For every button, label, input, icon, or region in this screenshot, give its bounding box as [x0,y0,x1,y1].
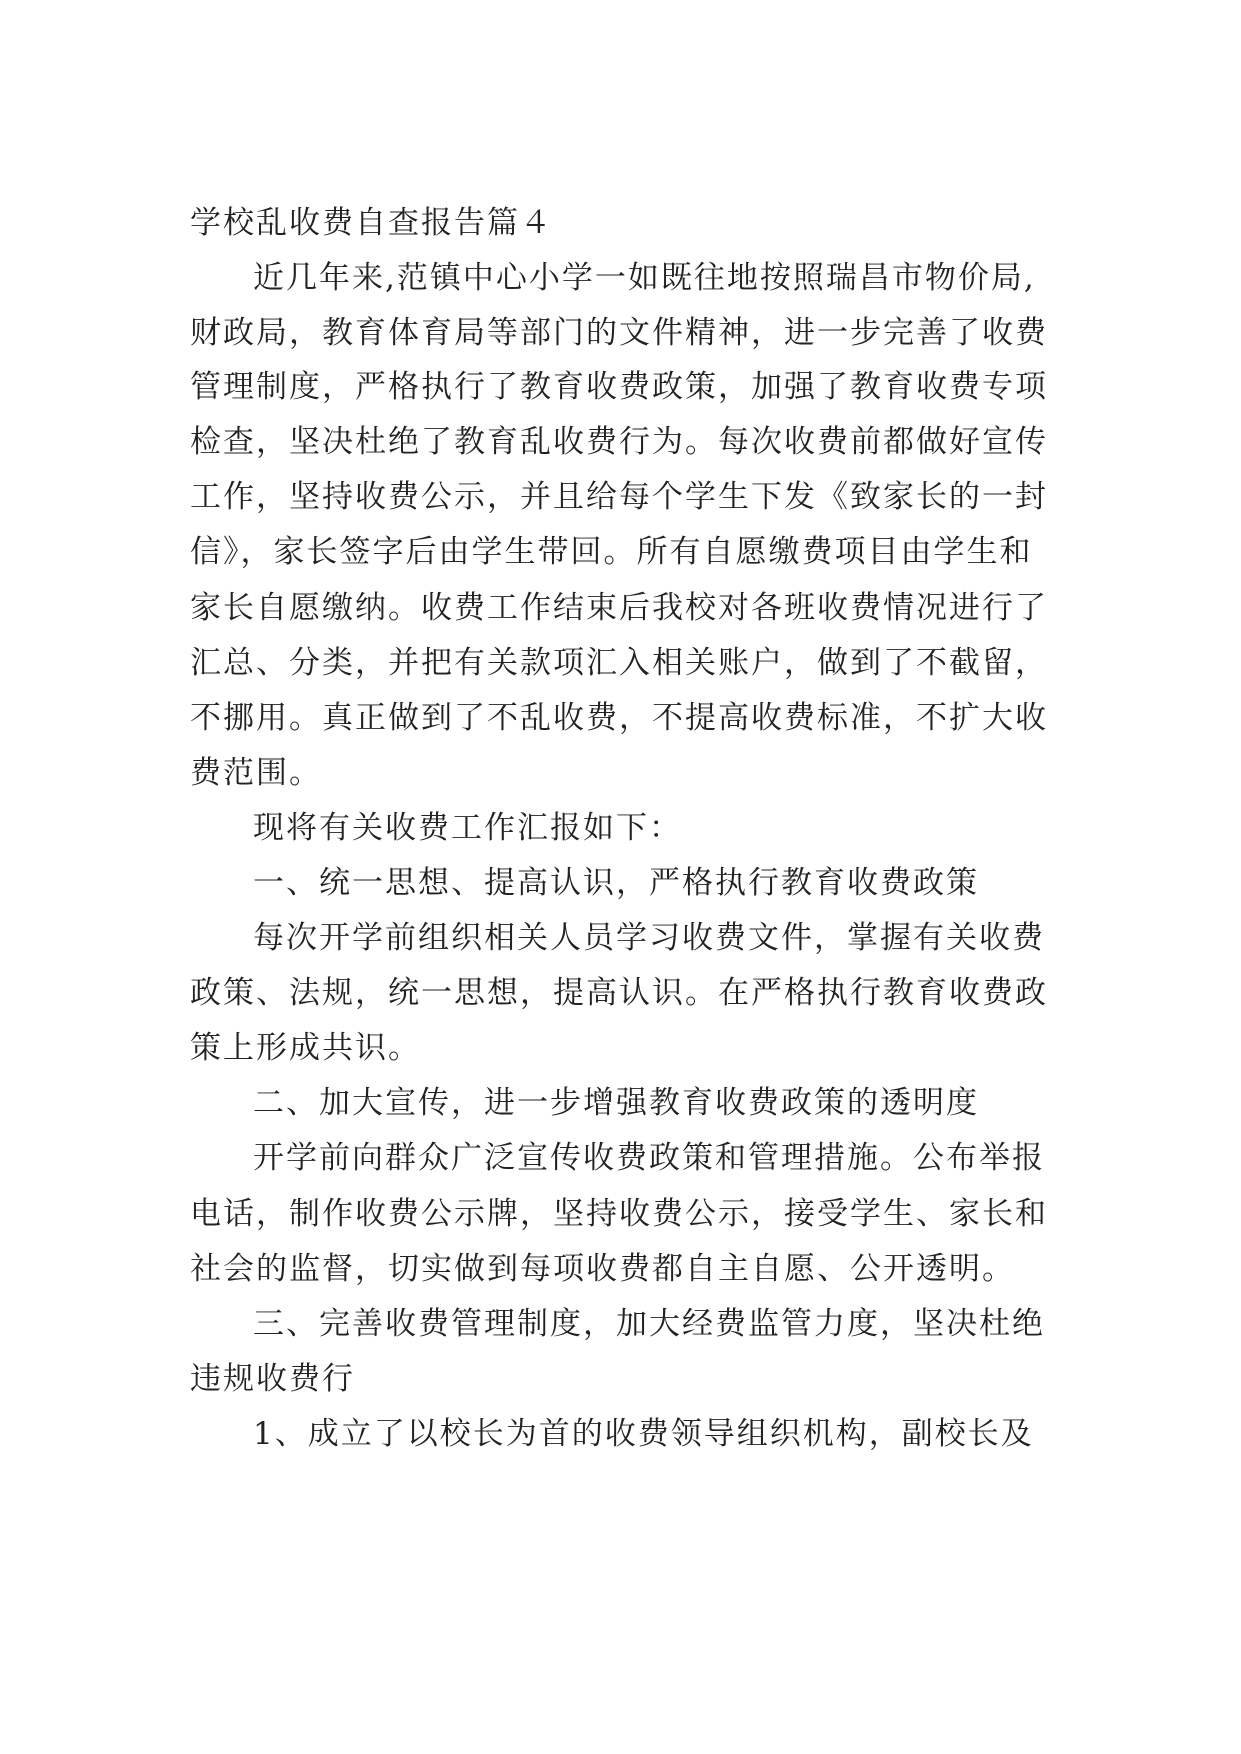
section-heading: 二、加大宣传，进一步增强教育收费政策的透明度 [253,1085,979,1121]
paragraph-line: 每次开学前组织相关人员学习收费文件，掌握有关收费 [253,920,1045,956]
paragraph-line: 检查，坚决杜绝了教育乱收费行为。每次收费前都做好宣传 [190,424,1048,460]
paragraph-line: 现将有关收费工作汇报如下： [253,810,682,846]
paragraph-line: 政策、法规，统一思想，提高认识。在严格执行教育收费政 [190,975,1048,1011]
section-heading: 三、完善收费管理制度，加大经费监管力度，坚决杜绝 [253,1306,1045,1342]
document-title: 学校乱收费自查报告篇４ [190,205,553,241]
paragraph-line: 近几年来,范镇中心小学一如既往地按照瑞昌市物价局, [253,260,1036,296]
paragraph-line: 家长自愿缴纳。收费工作结束后我校对各班收费情况进行了 [190,590,1048,626]
paragraph-line: 1、成立了以校长为首的收费领导组织机构，副校长及 [253,1416,1034,1452]
paragraph-line: 汇总、分类，并把有关款项汇入相关账户，做到了不截留， [190,645,1048,681]
section-heading: 一、统一思想、提高认识，严格执行教育收费政策 [253,865,979,901]
paragraph-line: 电话，制作收费公示牌，坚持收费公示，接受学生、家长和 [190,1196,1048,1232]
paragraph-line: 策上形成共识。 [190,1030,421,1066]
paragraph-line: 不挪用。真正做到了不乱收费，不提高收费标准，不扩大收 [190,700,1048,736]
paragraph-line: 财政局，教育体育局等部门的文件精神，进一步完善了收费 [190,315,1048,351]
section-heading-continuation: 违规收费行 [190,1361,355,1397]
paragraph-line: 管理制度，严格执行了教育收费政策，加强了教育收费专项 [190,369,1048,405]
paragraph-line: 工作，坚持收费公示，并且给每个学生下发《致家长的一封 [190,479,1048,515]
paragraph-line: 信》，家长签字后由学生带回。所有自愿缴费项目由学生和 [190,534,1033,570]
paragraph-line: 费范围。 [190,755,322,791]
paragraph-line: 开学前向群众广泛宣传收费政策和管理措施。公布举报 [253,1140,1045,1176]
paragraph-line: 社会的监督，切实做到每项收费都自主自愿、公开透明。 [190,1251,1015,1287]
